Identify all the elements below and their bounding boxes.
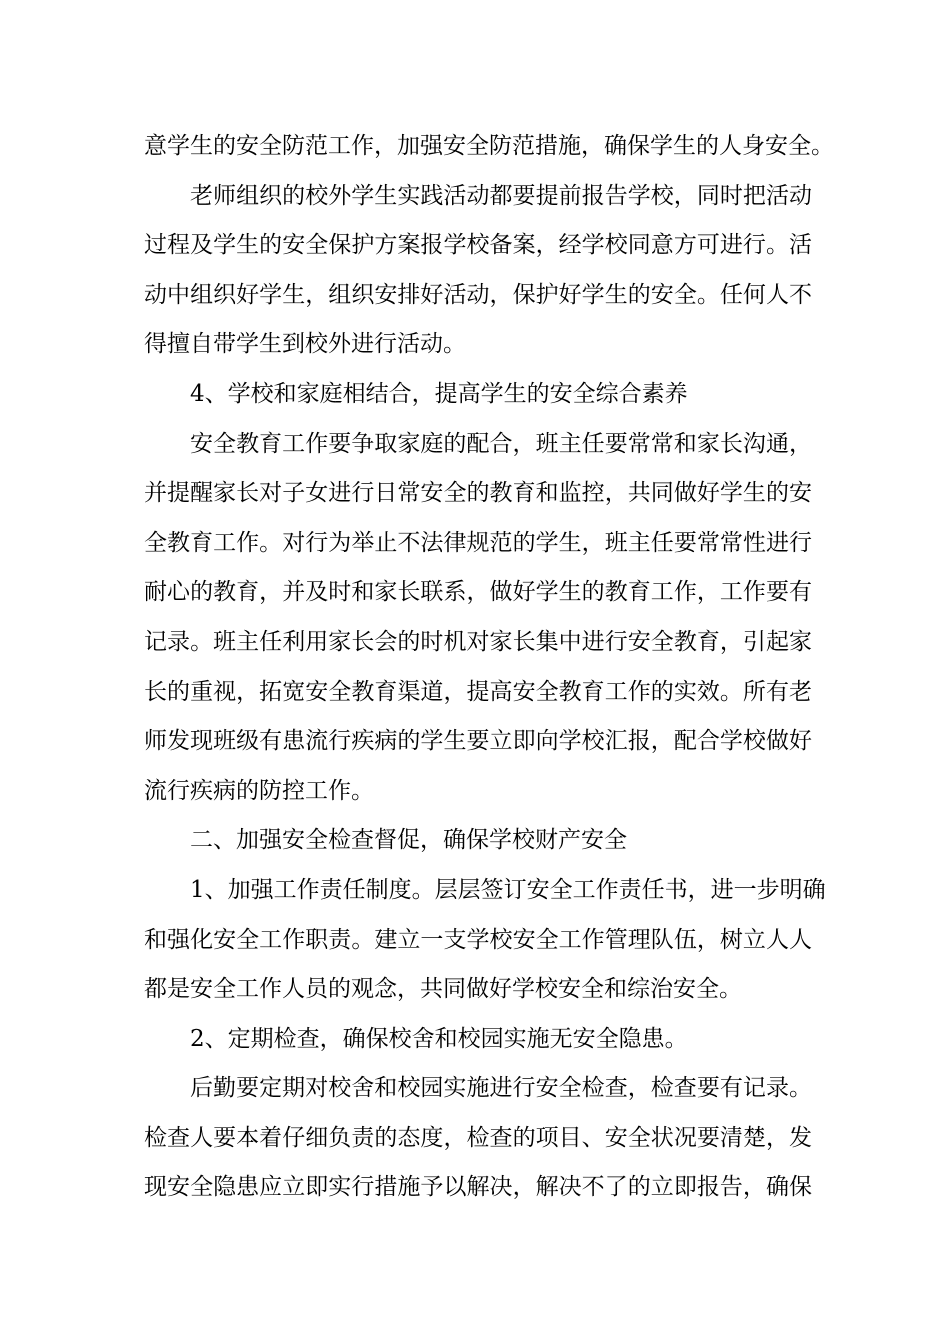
section-heading: 二、加强安全检查督促，确保学校财产安全 <box>190 827 627 854</box>
text-line: 记录。班主任利用家长会的时机对家长集中进行安全教育，引起家 <box>144 628 812 655</box>
text-line: 长的重视，拓宽安全教育渠道，提高安全教育工作的实效。所有老 <box>144 678 812 705</box>
section-heading: 2、定期检查，确保校舍和校园实施无安全隐患。 <box>190 1025 688 1052</box>
document-body <box>144 122 834 1213</box>
paragraph-start-line: 老师组织的校外学生实践活动都要提前报告学校，同时把活动 <box>190 182 812 209</box>
text-line: 耐心的教育，并及时和家长联系，做好学生的教育工作，工作要有 <box>144 579 812 606</box>
text-line: 现安全隐患应立即实行措施予以解决，解决不了的立即报告，确保 <box>144 1174 812 1201</box>
text-line: 过程及学生的安全保护方案报学校备案，经学校同意方可进行。活 <box>144 232 812 259</box>
text-line: 得擅自带学生到校外进行活动。 <box>144 331 466 358</box>
paragraph-start-line: 1、加强工作责任制度。层层签订安全工作责任书，进一步明确 <box>190 876 826 903</box>
text-line: 检查人要本着仔细负责的态度，检查的项目、安全状况要清楚，发 <box>144 1124 812 1151</box>
paragraph-start-line: 后勤要定期对校舍和校园实施进行安全检查，检查要有记录。 <box>190 1075 812 1102</box>
text-line: 动中组织好学生，组织安排好活动，保护好学生的安全。任何人不 <box>144 281 812 308</box>
text-line: 和强化安全工作职责。建立一支学校安全工作管理队伍，树立人人 <box>144 926 812 953</box>
text-line: 意学生的安全防范工作，加强安全防范措施，确保学生的人身安全。 <box>144 133 834 159</box>
text-line: 全教育工作。对行为举止不法律规范的学生，班主任要常常性进行 <box>144 529 812 556</box>
text-line: 师发现班级有患流行疾病的学生要立即向学校汇报，配合学校做好 <box>144 728 812 755</box>
text-line: 都是安全工作人员的观念，共同做好学校安全和综治安全。 <box>144 976 742 1003</box>
text-line: 并提醒家长对子女进行日常安全的教育和监控，共同做好学生的安 <box>144 480 812 507</box>
text-line: 流行疾病的防控工作。 <box>144 777 374 804</box>
section-heading: 4、学校和家庭相结合，提高学生的安全综合素养 <box>190 380 688 407</box>
paragraph-start-line: 安全教育工作要争取家庭的配合，班主任要常常和家长沟通， <box>190 430 812 457</box>
